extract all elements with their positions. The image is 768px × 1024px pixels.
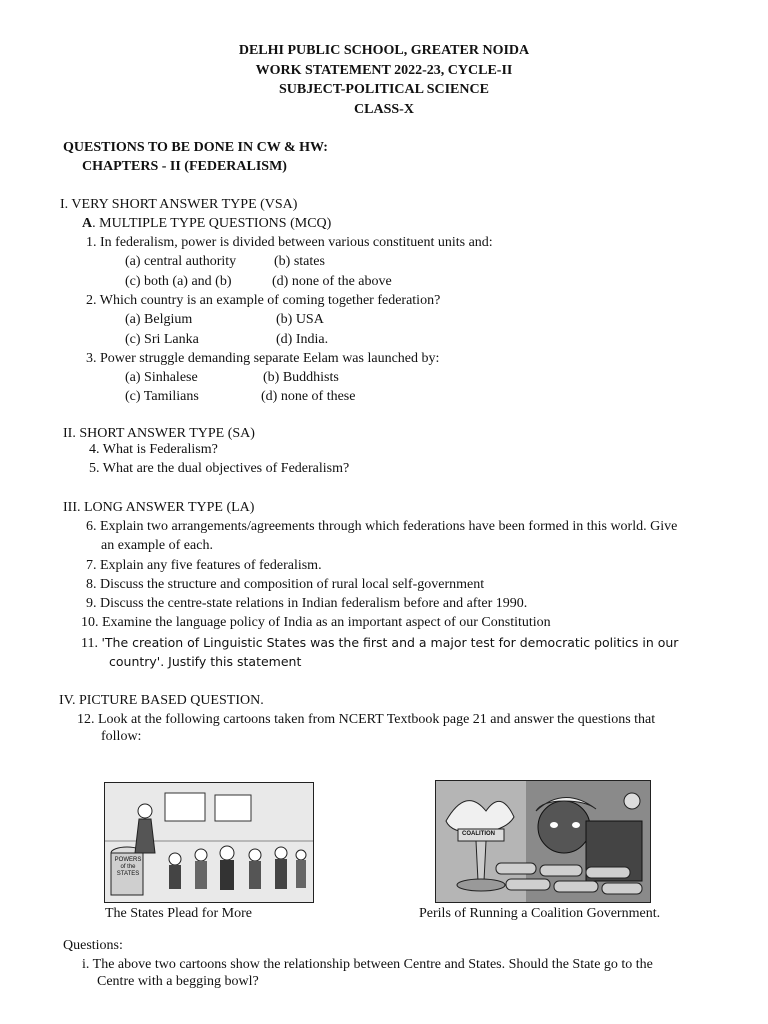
la-title: III. LONG ANSWER TYPE (LA) [63, 500, 255, 515]
mcq-title-text: . MULTIPLE TYPE QUESTIONS (MCQ) [92, 216, 332, 231]
q9-text: 9. Discuss the centre-state relations in Indian federalism before and after 1990. [86, 596, 528, 611]
caption-states-plead: The States Plead for More [105, 906, 252, 921]
questions-title: Questions: [63, 938, 123, 953]
q2-option-a: (a) Belgium [125, 312, 193, 327]
class-label: CLASS-X [354, 102, 414, 117]
q6-number: 6. [86, 519, 97, 534]
caption-coalition: Perils of Running a Coalition Government. [419, 906, 661, 921]
q1-option-b: (b) states [274, 254, 325, 269]
q2-option-d: (d) India. [276, 332, 329, 347]
cartoon-coalition-government [435, 780, 651, 903]
q4-text: 4. What is Federalism? [89, 442, 218, 457]
q1-option-d: (d) none of the above [272, 274, 392, 289]
sa-title: II. SHORT ANSWER TYPE (SA) [63, 426, 255, 441]
q6-line2: an example of each. [101, 538, 213, 553]
q3-option-c: (c) Tamilians [125, 389, 199, 404]
question-i-line1: i. The above two cartoons show the relationship between Centre and States. Should the State go to the [82, 957, 653, 972]
chapter-line: CHAPTERS - II (FEDERALISM) [82, 159, 287, 174]
q2-option-b: (b) USA [276, 312, 324, 327]
q7-text: 7. Explain any five features of federalism. [86, 558, 322, 573]
q12-line2: follow: [101, 729, 142, 744]
q8-text: 8. Discuss the structure and composition of rural local self-government [86, 577, 485, 592]
mcq-letter: A [82, 216, 93, 231]
q3-option-b: (b) Buddhists [263, 370, 339, 385]
q2-option-c: (c) Sri Lanka [125, 332, 199, 347]
q6-line1: Explain two arrangements/agreements through which federations have been formed in this world. Give [100, 519, 678, 534]
cartoon1-label: POWERS of the STATES [114, 857, 142, 877]
cartoon-states-plead-drawing [105, 783, 313, 902]
question-i-line2: Centre with a begging bowl? [97, 974, 259, 989]
picture-title: IV. PICTURE BASED QUESTION. [59, 693, 264, 708]
q11-number: 11. [81, 636, 98, 651]
q2-text: 2. Which country is an example of coming together federation? [86, 293, 441, 308]
q5-text: 5. What are the dual objectives of Federalism? [89, 461, 350, 476]
q6-text [86, 519, 677, 535]
vsa-title: I. VERY SHORT ANSWER TYPE (VSA) [60, 197, 298, 212]
q10-text: 10. Examine the language policy of India as an important aspect of our Constitution [81, 615, 551, 630]
mcq-title [82, 216, 331, 232]
q12-line1: 12. Look at the following cartoons taken from NCERT Textbook page 21 and answer the questions that [77, 712, 656, 727]
q11-line2: country'. Justify this statement [109, 654, 302, 669]
q11-line1: 'The creation of Linguistic States was the first and a major test for democratic politics in our [101, 635, 679, 650]
cartoon2-label: COALITION [462, 831, 495, 837]
intro-line: QUESTIONS TO BE DONE IN CW & HW: [63, 140, 328, 155]
q1-text: 1. In federalism, power is divided between various constituent units and: [86, 235, 493, 250]
q3-option-d: (d) none of these [261, 389, 356, 404]
cartoon-coalition-drawing [436, 781, 650, 902]
subject: SUBJECT-POLITICAL SCIENCE [279, 82, 489, 97]
work-statement: WORK STATEMENT 2022-23, CYCLE-II [255, 63, 513, 78]
q11-text [81, 635, 678, 652]
q3-text: 3. Power struggle demanding separate Eelam was launched by: [86, 351, 440, 366]
school-name: DELHI PUBLIC SCHOOL, GREATER NOIDA [238, 43, 530, 58]
q3-option-a: (a) Sinhalese [125, 370, 198, 385]
q1-option-c: (c) both (a) and (b) [125, 274, 232, 289]
q1-option-a: (a) central authority [125, 254, 237, 269]
cartoon-states-plead [104, 782, 314, 903]
